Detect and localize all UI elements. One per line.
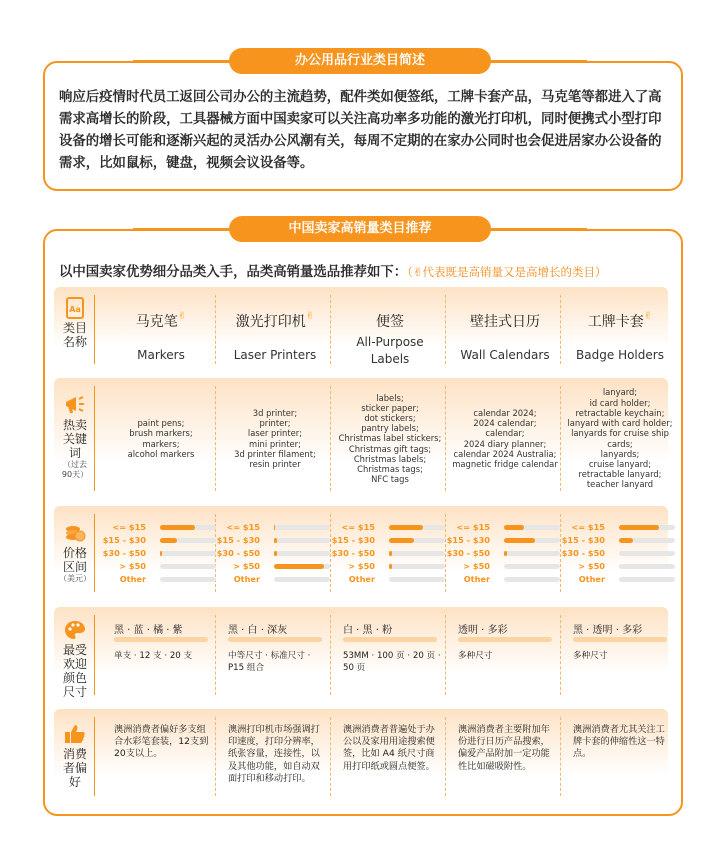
row-keywords: [54, 378, 673, 499]
price-bar-row: [112, 574, 218, 586]
high-growth-icon: ✌: [305, 311, 315, 322]
popular-sizes: 中等尺寸 · 标准尺寸 · P15 组合: [228, 651, 311, 673]
price-bar-fill: [504, 551, 507, 556]
row-label-color-text: 最受欢迎颜色尺寸: [62, 643, 87, 699]
price-range-label: > $50: [119, 561, 146, 571]
keyword-items: [563, 387, 677, 489]
price-bar-row: [226, 561, 332, 573]
price-range-label: $30 - $50: [331, 548, 375, 558]
price-bar-track: [619, 577, 675, 582]
keyword-item: lanyard with card holder;: [567, 418, 673, 429]
category-cn-text: 马克笔: [135, 314, 178, 330]
row-label-price: [54, 506, 96, 600]
category-en-name: Markers: [137, 348, 185, 362]
price-bar-track: [619, 551, 675, 556]
category-cn-text: 激光打印机: [235, 314, 306, 330]
price-bar-track: [619, 538, 675, 543]
high-growth-icon: ✌: [643, 311, 653, 322]
keyword-item: 3d printer filament;: [234, 448, 316, 459]
keyword-item: calendar;: [485, 428, 525, 439]
consumer-preference: 澳洲消费者主要附加年份进行日历产品搜索，偏爱产品附加一定功能性比如磁吸附性。: [458, 724, 550, 772]
column-separator: [94, 717, 95, 796]
price-range-label: Other: [233, 574, 260, 584]
price-bar-fill: [504, 538, 535, 543]
column-separator: [94, 615, 95, 695]
price-bar-row: [561, 548, 677, 560]
price-range-label: Other: [578, 574, 605, 584]
price-bar-row: [331, 535, 447, 547]
price-bar-fill: [274, 538, 277, 543]
price-bar-track: [504, 564, 560, 569]
price-bar-fill: [160, 525, 195, 530]
keyword-item: 2024 diary planner;: [463, 438, 547, 449]
keyword-item: Christmas tags;: [357, 464, 423, 474]
keyword-items: [452, 408, 558, 469]
cell-keywords-3: [448, 378, 562, 499]
row-price: [54, 506, 668, 600]
keyword-item: sticker paper;: [361, 402, 419, 413]
cell-preference-3: [448, 709, 562, 804]
keyword-item: teacher lanyard: [586, 479, 654, 490]
category-en-name: All-Purpose Labels: [356, 335, 424, 366]
keyword-list: [448, 378, 562, 499]
keyword-item: 2024 calendar;: [473, 418, 537, 429]
category-en-name: Laser Printers: [233, 348, 317, 362]
price-bar-row: [446, 548, 562, 560]
price-bar-track: [389, 551, 445, 556]
price-bar-row: [456, 561, 562, 573]
cell-price-2: [333, 506, 447, 600]
keyword-list: [218, 378, 332, 499]
cell-price-4: [563, 506, 677, 600]
cell-color-2: [333, 607, 447, 703]
price-range-label: <= $15: [571, 522, 605, 532]
coins-icon: [64, 522, 86, 544]
price-bar-row: [331, 548, 447, 560]
price-bar-track: [389, 577, 445, 582]
cell-price-3: [448, 506, 562, 600]
cell-preference-1: [218, 709, 332, 804]
row-category: [54, 287, 668, 372]
price-range-label: > $50: [463, 561, 490, 571]
popular-sizes: 53MM · 100 页 · 20 页 · 50 页: [343, 651, 441, 673]
row-label-keywords: [54, 378, 96, 499]
keyword-item: Christmas gift tags;: [348, 443, 432, 454]
price-bar-track: [160, 577, 216, 582]
price-bar-track: [274, 564, 330, 569]
row-label-color: [54, 607, 96, 703]
keyword-list: [333, 378, 447, 499]
row-label-price-text: 价格区间: [62, 546, 87, 574]
cell-category-1: [218, 287, 332, 372]
price-bar-track: [504, 525, 560, 530]
price-bar-row: [456, 574, 562, 586]
price-bar-fill: [160, 538, 177, 543]
price-bar-fill: [160, 551, 162, 556]
keyword-items: [339, 393, 442, 485]
cell-color-3: [448, 607, 562, 703]
cell-category-0: [104, 287, 218, 372]
price-bar-fill: [504, 525, 524, 530]
price-bar-track: [389, 564, 445, 569]
intro-text: 响应后疫情时代员工返回公司办公的主流趋势，配件类如便签纸，工牌卡套产品，马克笔等都进入了高需求高增长的阶段，工具器械方面中国卖家可以关注高功率多功能的激光打印机，同时便携式小型打印设备的增长可能和逐渐兴起的灵活办公风潮有关，每周不定期的在家办公同时也会促进居家办公设备的需求，比如鼠标，键盘，视频会议设备等。: [59, 90, 662, 171]
price-bar-fill: [389, 538, 414, 543]
category-cn-text: 壁挂式日历: [470, 314, 540, 330]
price-range-label: <= $15: [112, 522, 146, 532]
price-bar-track: [160, 538, 216, 543]
cell-category-4: [563, 287, 677, 372]
subtitle-text: 以中国卖家优势细分品类入手，品类高销量选品推荐如下：: [59, 265, 408, 280]
price-range-label: <= $15: [341, 522, 375, 532]
price-range-label: > $50: [348, 561, 375, 571]
price-bar-fill: [619, 525, 659, 530]
popular-colors: 白 · 黑 · 粉: [343, 625, 393, 636]
keyword-item: 3d printer;: [252, 407, 298, 418]
cell-keywords-4: [563, 378, 677, 499]
row-label-preference-text: 消费者偏好: [62, 747, 87, 789]
price-bar-track: [274, 577, 330, 582]
price-bar-track: [274, 525, 330, 530]
price-bar-row: [226, 574, 332, 586]
price-range-label: Other: [348, 574, 375, 584]
row-preference: [54, 709, 668, 804]
keyword-item: Christmas labels;: [353, 453, 427, 464]
row-label-preference: [54, 709, 96, 804]
keyword-item: brush markers;: [129, 428, 193, 439]
cell-preference-0: [104, 709, 218, 804]
price-bar-fill: [619, 538, 633, 543]
keyword-item: calendar 2024 Australia;: [453, 448, 557, 459]
intro-box: [43, 61, 683, 191]
recommend-box: [43, 229, 683, 816]
price-bar-row: [571, 574, 677, 586]
keyword-items: [234, 408, 316, 469]
document-icon: [64, 297, 86, 319]
price-range-label: $30 - $50: [561, 548, 605, 558]
category-cn-text: 便签: [376, 314, 404, 330]
price-bar-track: [504, 551, 560, 556]
price-bar-fill: [389, 551, 392, 556]
row-label-keywords-sub: （过去90天）: [61, 460, 89, 479]
keyword-item: lanyards;: [600, 448, 640, 459]
recommend-subtitle: [59, 261, 607, 280]
popular-colors: 黑 · 透明 · 多彩: [573, 625, 643, 636]
category-cn-name: [563, 311, 677, 331]
price-bar-row: [216, 548, 332, 560]
price-bar-row: [341, 561, 447, 573]
price-bar-row: [112, 522, 218, 534]
cell-preference-2: [333, 709, 447, 804]
keyword-item: dot stickers;: [364, 412, 416, 423]
color-divider-bar: [458, 637, 552, 642]
popular-colors: 黑 · 白 · 深灰: [228, 625, 288, 636]
keyword-items: [128, 418, 195, 459]
cell-price-1: [218, 506, 332, 600]
popular-sizes: 多种尺寸: [458, 651, 493, 661]
price-range-label: $15 - $30: [102, 535, 146, 545]
price-bar-row: [571, 561, 677, 573]
column-separator: [94, 295, 95, 364]
keyword-item: laser printer;: [247, 428, 303, 439]
price-bar-track: [504, 577, 560, 582]
color-divider-bar: [343, 637, 437, 642]
cell-preference-4: [563, 709, 677, 804]
category-en-name: Wall Calendars: [460, 348, 550, 362]
keyword-item: labels;: [376, 392, 404, 403]
price-bar-track: [619, 564, 675, 569]
keyword-item: lanyard;: [602, 387, 638, 398]
keyword-item: paint pens;: [137, 418, 185, 429]
price-bar-track: [274, 538, 330, 543]
price-range-label: $15 - $30: [561, 535, 605, 545]
cell-color-0: [104, 607, 218, 703]
price-range-label: Other: [463, 574, 490, 584]
row-color: [54, 607, 668, 703]
price-bar-row: [446, 535, 562, 547]
keyword-item: pantry labels;: [361, 423, 419, 434]
price-bar-row: [341, 522, 447, 534]
consumer-preference: 澳洲消费者尤其关注工牌卡套的伸缩性这一特点。: [573, 724, 665, 760]
keyword-item: cruise lanyard;: [588, 458, 652, 469]
price-bar-row: [216, 535, 332, 547]
consumer-preference: 澳洲消费者偏好多支组合水彩笔套装，12支到20支以上。: [114, 724, 209, 760]
color-divider-bar: [114, 637, 208, 642]
price-range-label: <= $15: [226, 522, 260, 532]
column-separator: [94, 514, 95, 592]
category-cn-name: [333, 311, 447, 331]
price-range-label: $30 - $50: [102, 548, 146, 558]
price-range-label: $15 - $30: [446, 535, 490, 545]
category-cn-name: [218, 311, 332, 331]
keyword-item: id card holder;: [589, 397, 651, 408]
keyword-item: magnetic fridge calendar: [452, 458, 558, 469]
price-bar-row: [102, 548, 218, 560]
keyword-list: [104, 378, 218, 499]
price-bar-track: [619, 525, 675, 530]
keyword-item: markers;: [142, 438, 180, 449]
price-bar-row: [112, 561, 218, 573]
price-bar-track: [274, 551, 330, 556]
cell-color-1: [218, 607, 332, 703]
cell-keywords-0: [104, 378, 218, 499]
price-bar-fill: [389, 564, 392, 569]
price-bar-track: [160, 564, 216, 569]
row-label-keywords-text: 热卖关键词: [62, 418, 87, 460]
price-bar-fill: [274, 564, 324, 569]
svg-text:Aa: Aa: [69, 305, 81, 314]
price-range-label: > $50: [578, 561, 605, 571]
row-label-category: [54, 287, 96, 372]
price-bar-fill: [274, 551, 277, 556]
cell-keywords-1: [218, 378, 332, 499]
price-range-label: <= $15: [456, 522, 490, 532]
popular-colors: 透明 · 多彩: [458, 625, 508, 636]
price-bar-row: [226, 522, 332, 534]
price-range-label: Other: [119, 574, 146, 584]
cell-category-2: [333, 287, 447, 372]
category-en-name: Badge Holders: [576, 348, 664, 362]
row-label-price-sub: （美元）: [59, 574, 91, 583]
keyword-item: alcohol markers: [127, 448, 195, 459]
consumer-preference: 澳洲消费者普遍处于办公以及家用用途搜索便签，比如 A4 纸尺寸商用打印纸或圆点便签。: [343, 724, 435, 772]
price-range-label: $15 - $30: [216, 535, 260, 545]
thumbs-up-icon: [64, 723, 86, 745]
keyword-item: lanyards for cruise ship cards;: [571, 428, 669, 449]
price-bar-track: [504, 538, 560, 543]
price-bar-row: [571, 522, 677, 534]
popular-sizes: 单支 · 12 支 · 20 支: [114, 651, 193, 661]
price-range-label: > $50: [233, 561, 260, 571]
column-separator: [94, 386, 95, 491]
keyword-item: NFC tags: [371, 474, 409, 485]
price-bar-track: [160, 525, 216, 530]
intro-title: 办公用品行业类目简述: [229, 48, 491, 74]
category-cn-name: [448, 311, 562, 331]
keyword-item: mini printer;: [249, 438, 301, 449]
price-bar-track: [389, 525, 445, 530]
palette-icon: [64, 619, 86, 641]
price-bar-track: [389, 538, 445, 543]
keyword-item: retractable keychain;: [575, 407, 665, 418]
price-bar-row: [456, 522, 562, 534]
cell-keywords-2: [333, 378, 447, 499]
keyword-item: Christmas label stickers;: [338, 433, 442, 444]
color-divider-bar: [573, 637, 667, 642]
price-range-label: $30 - $50: [216, 548, 260, 558]
price-bar-fill: [389, 525, 423, 530]
popular-sizes: 多种尺寸: [573, 651, 608, 661]
color-divider-bar: [228, 637, 322, 642]
keyword-item: printer;: [259, 418, 291, 429]
price-bar-row: [102, 535, 218, 547]
subtitle-note: （✌代表既是高销量又是高增长的类目）: [407, 265, 607, 279]
price-bar-track: [160, 551, 216, 556]
price-range-label: $15 - $30: [331, 535, 375, 545]
cell-price-0: [104, 506, 218, 600]
keyword-list: [563, 378, 677, 499]
high-growth-icon: ✌: [177, 311, 187, 322]
popular-colors: 黑 · 蓝 · 橘 · 紫: [114, 625, 183, 636]
row-label-category-text: 类目名称: [62, 321, 87, 349]
keyword-item: resin printer: [249, 458, 301, 469]
recommend-title: 中国卖家高销量类目推荐: [229, 216, 491, 242]
category-cn-name: [104, 311, 218, 331]
price-bar-row: [341, 574, 447, 586]
keyword-item: retractable lanyard;: [578, 469, 662, 480]
category-cn-text: 工牌卡套: [587, 314, 644, 330]
price-bar-row: [561, 535, 677, 547]
price-bar-fill: [274, 525, 275, 530]
price-range-label: $30 - $50: [446, 548, 490, 558]
megaphone-icon: [64, 394, 86, 416]
consumer-preference: 澳洲打印机市场强调打印速度，打印分辨率，纸张容量，连接性，以及其他功能，如自动双面打印和移动打印。: [228, 724, 320, 784]
cell-category-3: [448, 287, 562, 372]
keyword-item: calendar 2024;: [473, 407, 537, 418]
cell-color-4: [563, 607, 677, 703]
